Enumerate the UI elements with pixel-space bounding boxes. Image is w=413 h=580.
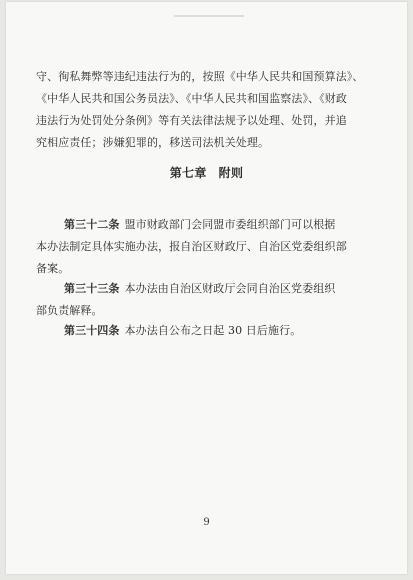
article-line: 备案。 [36,262,70,275]
intro-line: 《中华人民共和国公务员法》、《中华人民共和国监察法》、《财政 [36,92,347,105]
article-line: 部负责解释。 [36,304,103,317]
article-34 [36,320,376,342]
article-label: 第三十四条 [64,324,120,337]
intro-line: 违法行为处罚处分条例》等有关法律法规予以处理、处罚，并追 [36,114,347,127]
document-page [6,2,407,574]
article-label: 第三十二条 [64,218,120,231]
article-text: 本办法自公布之日起 30 日后施行。 [124,324,302,337]
intro-paragraph [36,66,376,154]
article-line: 本办法制定具体实施办法，报自治区财政厅、自治区党委组织部 [36,240,347,253]
intro-line: 守、徇私舞弊等违纪违法行为的，按照《中华人民共和国预算法》、 [36,70,364,83]
chapter-heading [6,162,407,184]
page-number: 9 [203,517,210,528]
article-text: 本办法由自治区财政厅会同自治区党委组织 [124,282,336,295]
chapter-number: 第七章 [169,166,207,180]
article-33 [36,278,376,322]
article-label: 第三十三条 [64,282,120,295]
article-line [36,320,376,342]
intro-line: 究相应责任；涉嫌犯罪的，移送司法机关处理。 [36,136,270,149]
article-line [36,278,376,300]
article-text: 盟市财政部门会同盟市委组织部门可以根据 [124,218,336,231]
chapter-title: 附则 [218,166,244,180]
article-32 [36,214,376,280]
scan-mark [174,15,244,17]
article-line [36,214,376,236]
